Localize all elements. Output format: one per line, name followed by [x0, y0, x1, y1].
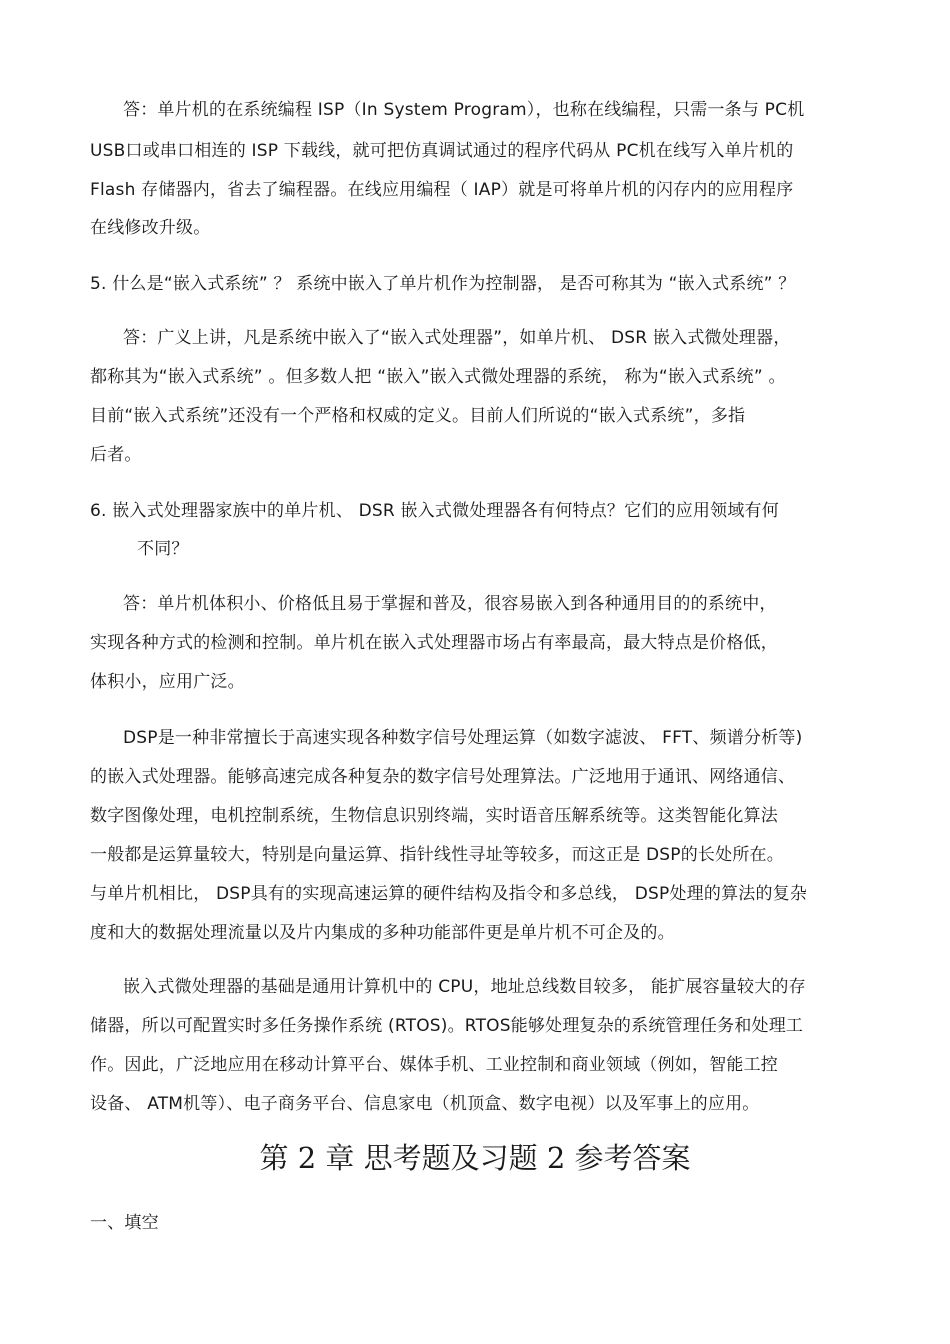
q6-answer-p1-line-3: 体积小，应用广泛。 [90, 672, 245, 692]
q6-answer-p3-line-2: 储器，所以可配置实时多任务操作系统 (RTOS)。RTOS能够处理复杂的系统管理任务和处理工 [90, 1016, 804, 1036]
q5-answer-line-3: 目前“嵌入式系统”还没有一个严格和权威的定义。目前人们所说的“嵌入式系统”，多指 [90, 406, 746, 426]
q5-answer-line-4: 后者。 [90, 445, 142, 465]
q4-answer-line-1: 答：单片机的在系统编程 ISP（In System Program），也称在线编程，只需一条与 PC机 [123, 100, 805, 120]
q6-answer-p2-line-4: 一般都是运算量较大，特别是向量运算、指针线性寻址等较多，而这正是 DSP的长处所在。 [90, 845, 784, 865]
q6-answer-p2-line-6: 度和大的数据处理流量以及片内集成的多种功能部件更是单片机不可企及的。 [90, 923, 675, 943]
q6-question-line-1: 6. 嵌入式处理器家族中的单片机、 DSR 嵌入式微处理器各有何特点？它们的应用领域有何 [90, 501, 779, 521]
q5-answer-line-2: 都称其为“嵌入式系统” 。但多数人把 “嵌入”嵌入式微处理器的系统， 称为“嵌入式系统” 。 [90, 367, 786, 387]
q6-answer-p3-line-3: 作。因此，广泛地应用在移动计算平台、媒体手机、工业控制和商业领域（例如，智能工控 [90, 1055, 778, 1075]
q6-answer-p3-line-4: 设备、 ATM机等）、电子商务平台、信息家电（机顶盒、数字电视）以及军事上的应用。 [90, 1094, 760, 1114]
q5-question: 5. 什么是“嵌入式系统” ？ 系统中嵌入了单片机作为控制器， 是否可称其为 “嵌入式系统” ？ [90, 274, 796, 294]
q6-answer-p3-line-1: 嵌入式微处理器的基础是通用计算机中的 CPU，地址总线数目较多， 能扩展容量较大的存 [123, 977, 806, 997]
q6-answer-p2-line-5: 与单片机相比， DSP具有的实现高速运算的硬件结构及指令和多总线， DSP处理的算法的复杂 [90, 884, 808, 904]
q6-question-line-2: 不同？ [137, 539, 189, 559]
q4-answer-line-4: 在线修改升级。 [90, 218, 211, 238]
q6-answer-p2-line-1: DSP是一种非常擅长于高速实现各种数字信号处理运算（如数字滤波、 FFT、频谱分析等) [123, 728, 803, 748]
subsection-title: 一、填空 [90, 1213, 159, 1233]
q4-answer-line-2: USB口或串口相连的 ISP 下载线，就可把仿真调试通过的程序代码从 PC机在线写入单片机的 [90, 141, 794, 161]
chapter-heading: 第 2 章 思考题及习题 2 参考答案 [259, 1141, 691, 1175]
q6-answer-p2-line-2: 的嵌入式处理器。能够高速完成各种复杂的数字信号处理算法。广泛地用于通讯、网络通信、 [90, 767, 796, 787]
q6-answer-p1-line-2: 实现各种方式的检测和控制。单片机在嵌入式处理器市场占有率最高，最大特点是价格低， [90, 633, 778, 653]
q4-answer-line-3: Flash 存储器内，省去了编程器。在线应用编程（ IAP）就是可将单片机的闪存内的应用程序 [90, 180, 794, 200]
q5-answer-line-1: 答：广义上讲，凡是系统中嵌入了“嵌入式处理器”，如单片机、 DSR 嵌入式微处理器， [123, 328, 791, 348]
q6-answer-p2-line-3: 数字图像处理，电机控制系统，生物信息识别终端，实时语音压解系统等。这类智能化算法 [90, 806, 778, 826]
q6-answer-p1-line-1: 答：单片机体积小、价格低且易于掌握和普及，很容易嵌入到各种通用目的的系统中， [123, 594, 777, 614]
